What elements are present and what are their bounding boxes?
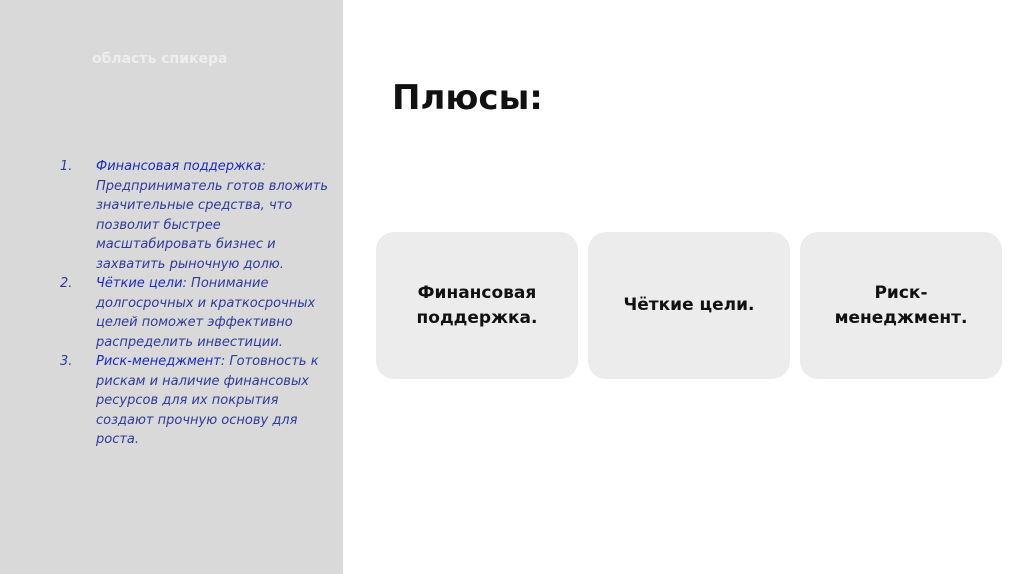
note-number: 1.: [60, 159, 73, 174]
speaker-area-title: область спикера: [92, 51, 228, 67]
note-number: 3.: [60, 354, 73, 369]
slide-heading: Плюсы:: [392, 78, 543, 118]
note-text: : Готовность к рискам и наличие финансовых ресурсов для их покрытия создают прочную основу для роста.: [96, 354, 319, 447]
speaker-panel: [0, 0, 343, 574]
card-label: Чёткие цели.: [623, 295, 755, 315]
note-term: Риск-менеджмент: [96, 354, 221, 369]
speaker-note-item: [60, 274, 330, 352]
note-text: : Предприниматель готов вложить значительные средства, что позволит быстрее масштабировать бизнес и захватить рыночную долю.: [96, 159, 329, 272]
speaker-note-item: [60, 352, 330, 450]
card-label: Финансовая поддержка.: [416, 282, 538, 328]
speaker-notes-list: [60, 157, 330, 450]
advantage-card-clear-goals: [588, 232, 790, 379]
advantage-card-risk-management: [800, 232, 1002, 379]
note-term: Финансовая поддержка: [96, 159, 262, 174]
note-text: : Понимание долгосрочных и краткосрочных целей поможет эффективно распределить инвестиции.: [96, 276, 316, 350]
note-term: Чёткие цели: [96, 276, 183, 291]
advantage-card-financial-support: [376, 232, 578, 379]
card-label: Риск-менеджмент.: [834, 282, 968, 328]
note-number: 2.: [60, 276, 73, 291]
speaker-note-item: [60, 157, 330, 274]
